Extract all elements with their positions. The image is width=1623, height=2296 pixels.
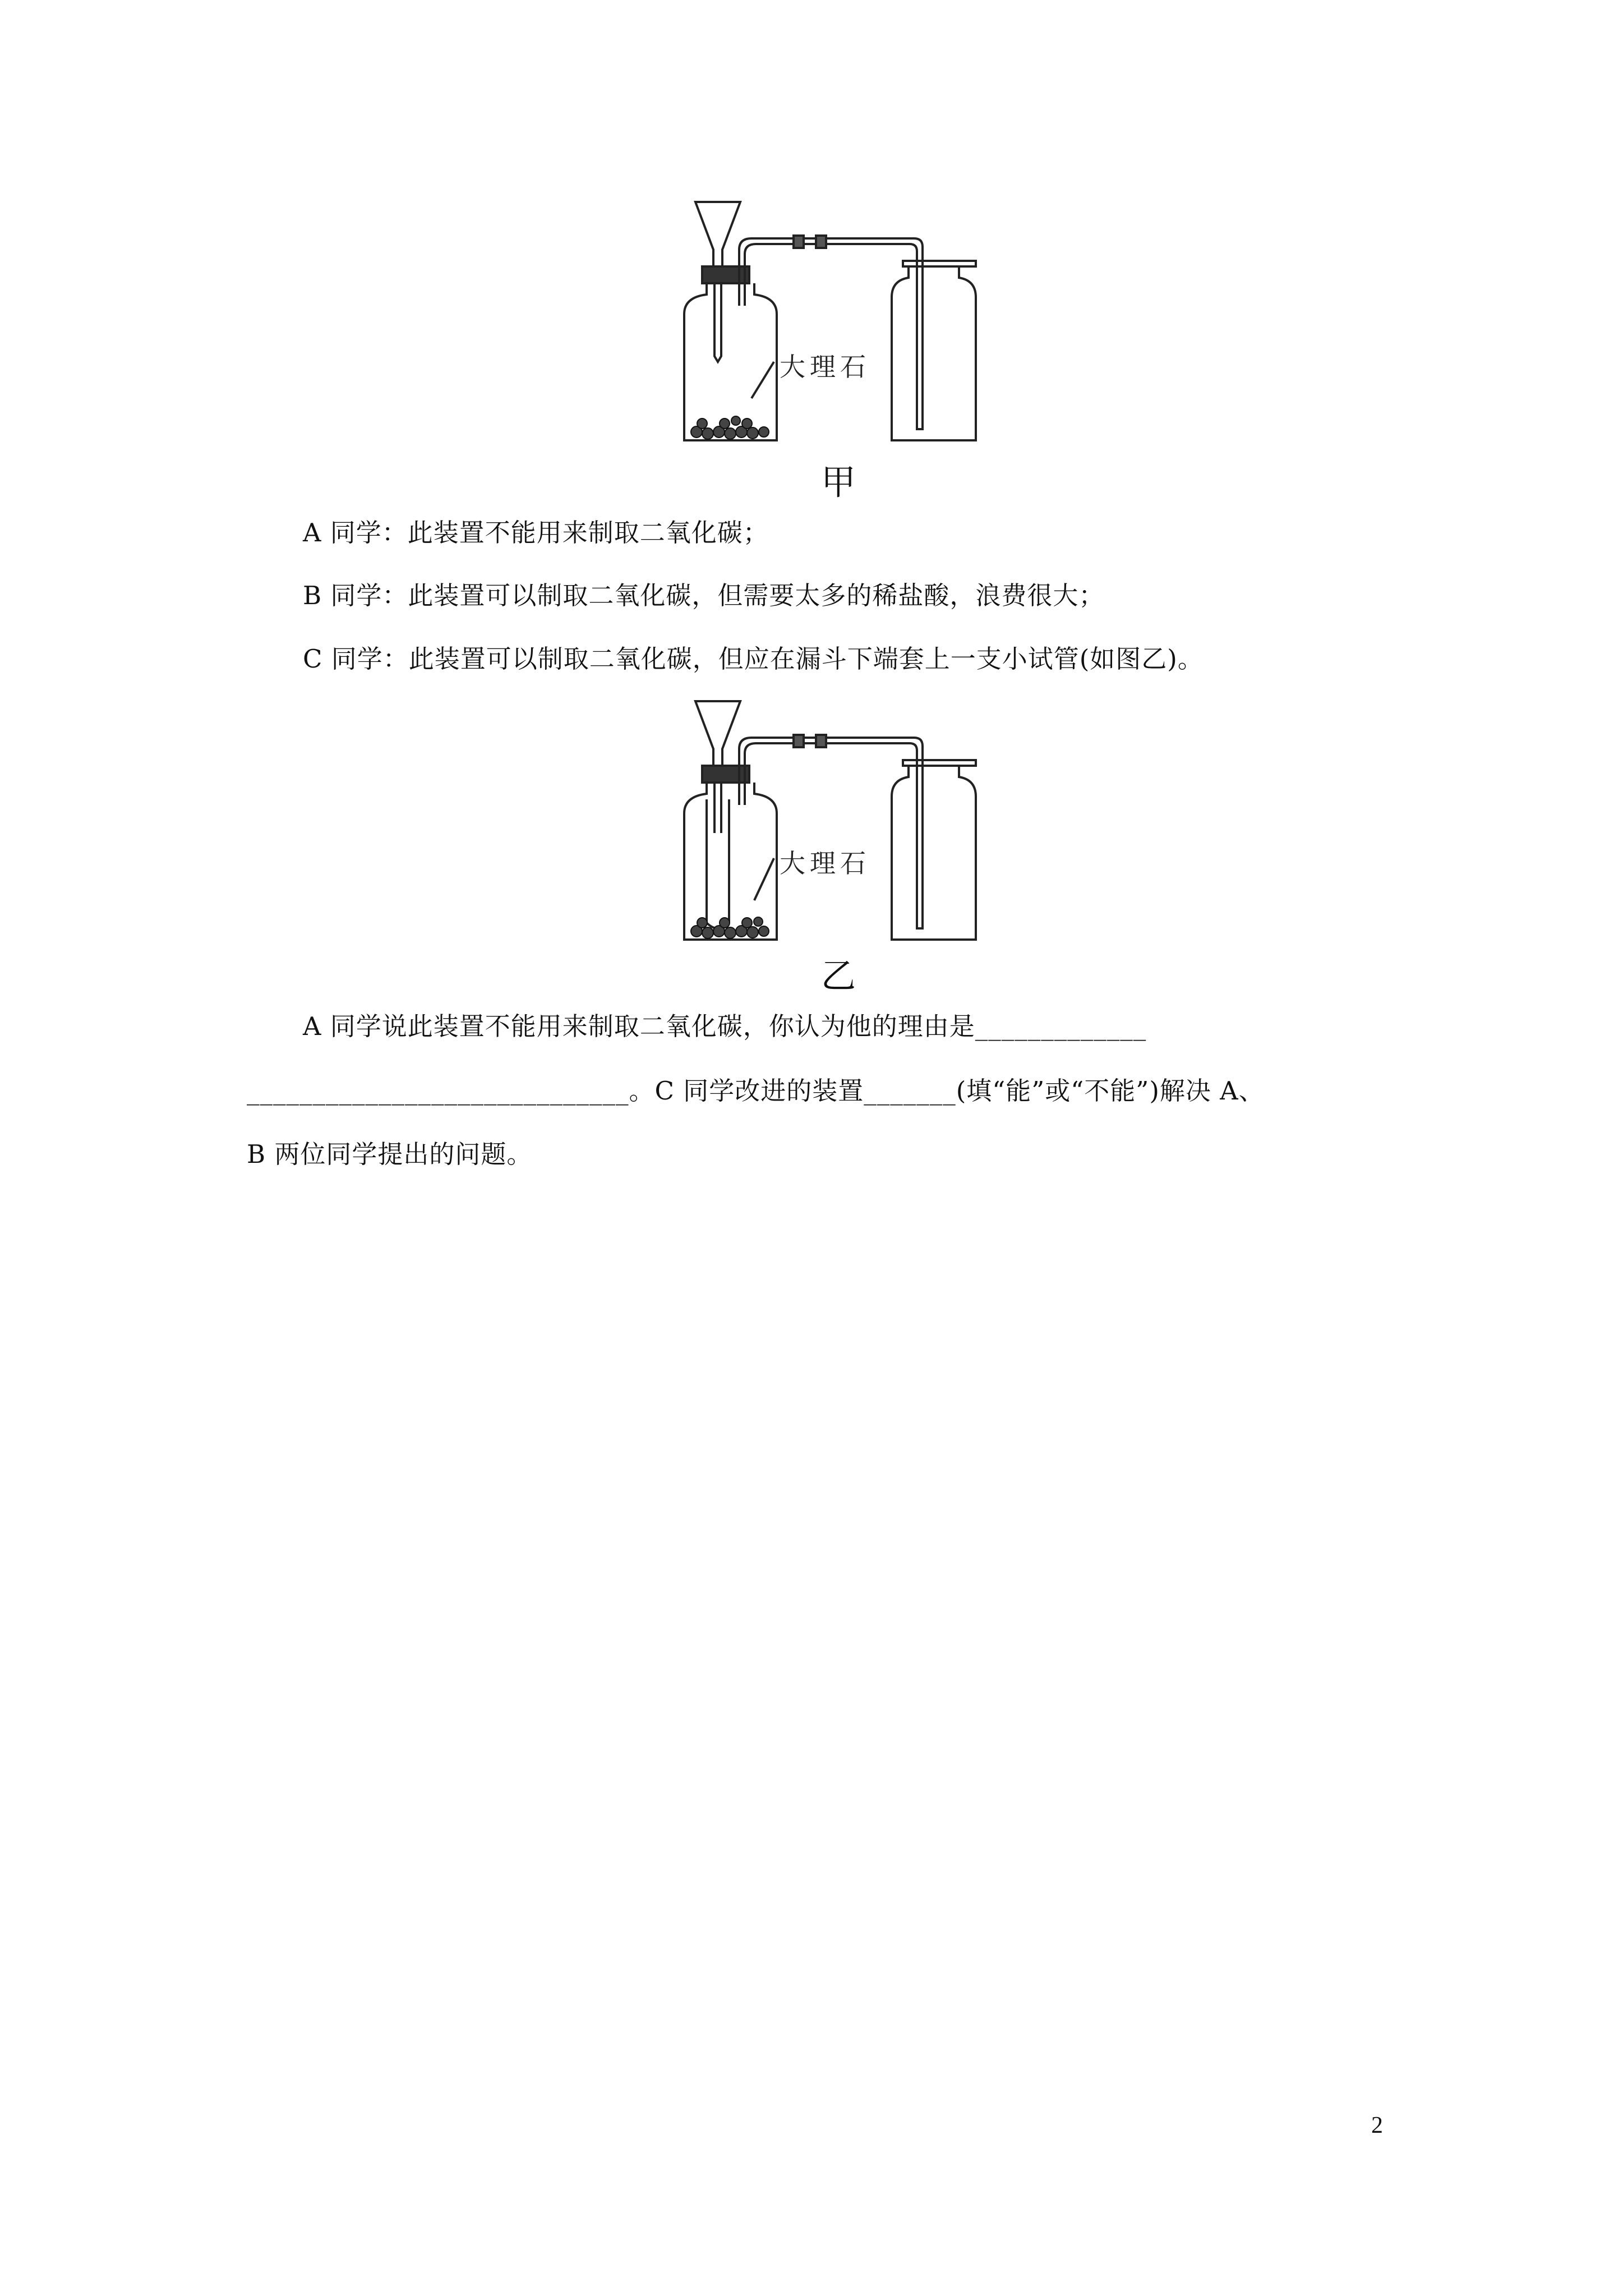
gas-generation-apparatus-diagram [673, 194, 1021, 452]
question-line-3: B 两位同学提出的问题。 [247, 1139, 533, 1169]
page-number: 2 [1371, 2113, 1383, 2138]
apparatus-figure-yi [673, 693, 1021, 951]
statement-b: B 同学：此装置可以制取二氧化碳，但需要太多的稀盐酸，浪费很大； [303, 581, 1105, 610]
marble-label: 大理石 [780, 352, 870, 382]
marble-label: 大理石 [780, 848, 870, 878]
improved-apparatus-diagram [673, 693, 1021, 951]
question-line-2: _____________________________。C 同学改进的装置_______(填“能”或“不能”)解决 A、 [247, 1076, 1265, 1106]
statement-c: C 同学：此装置可以制取二氧化碳，但应在漏斗下端套上一支小试管(如图乙)。 [303, 644, 1204, 674]
figure-caption-yi: 乙 [820, 955, 856, 996]
statement-a: A 同学：此装置不能用来制取二氧化碳； [303, 518, 769, 547]
apparatus-figure-jia [673, 194, 1021, 452]
question-line-1: A 同学说此装置不能用来制取二氧化碳，你认为他的理由是_____________ [303, 1011, 1147, 1041]
figure-caption-jia: 甲 [820, 462, 856, 503]
